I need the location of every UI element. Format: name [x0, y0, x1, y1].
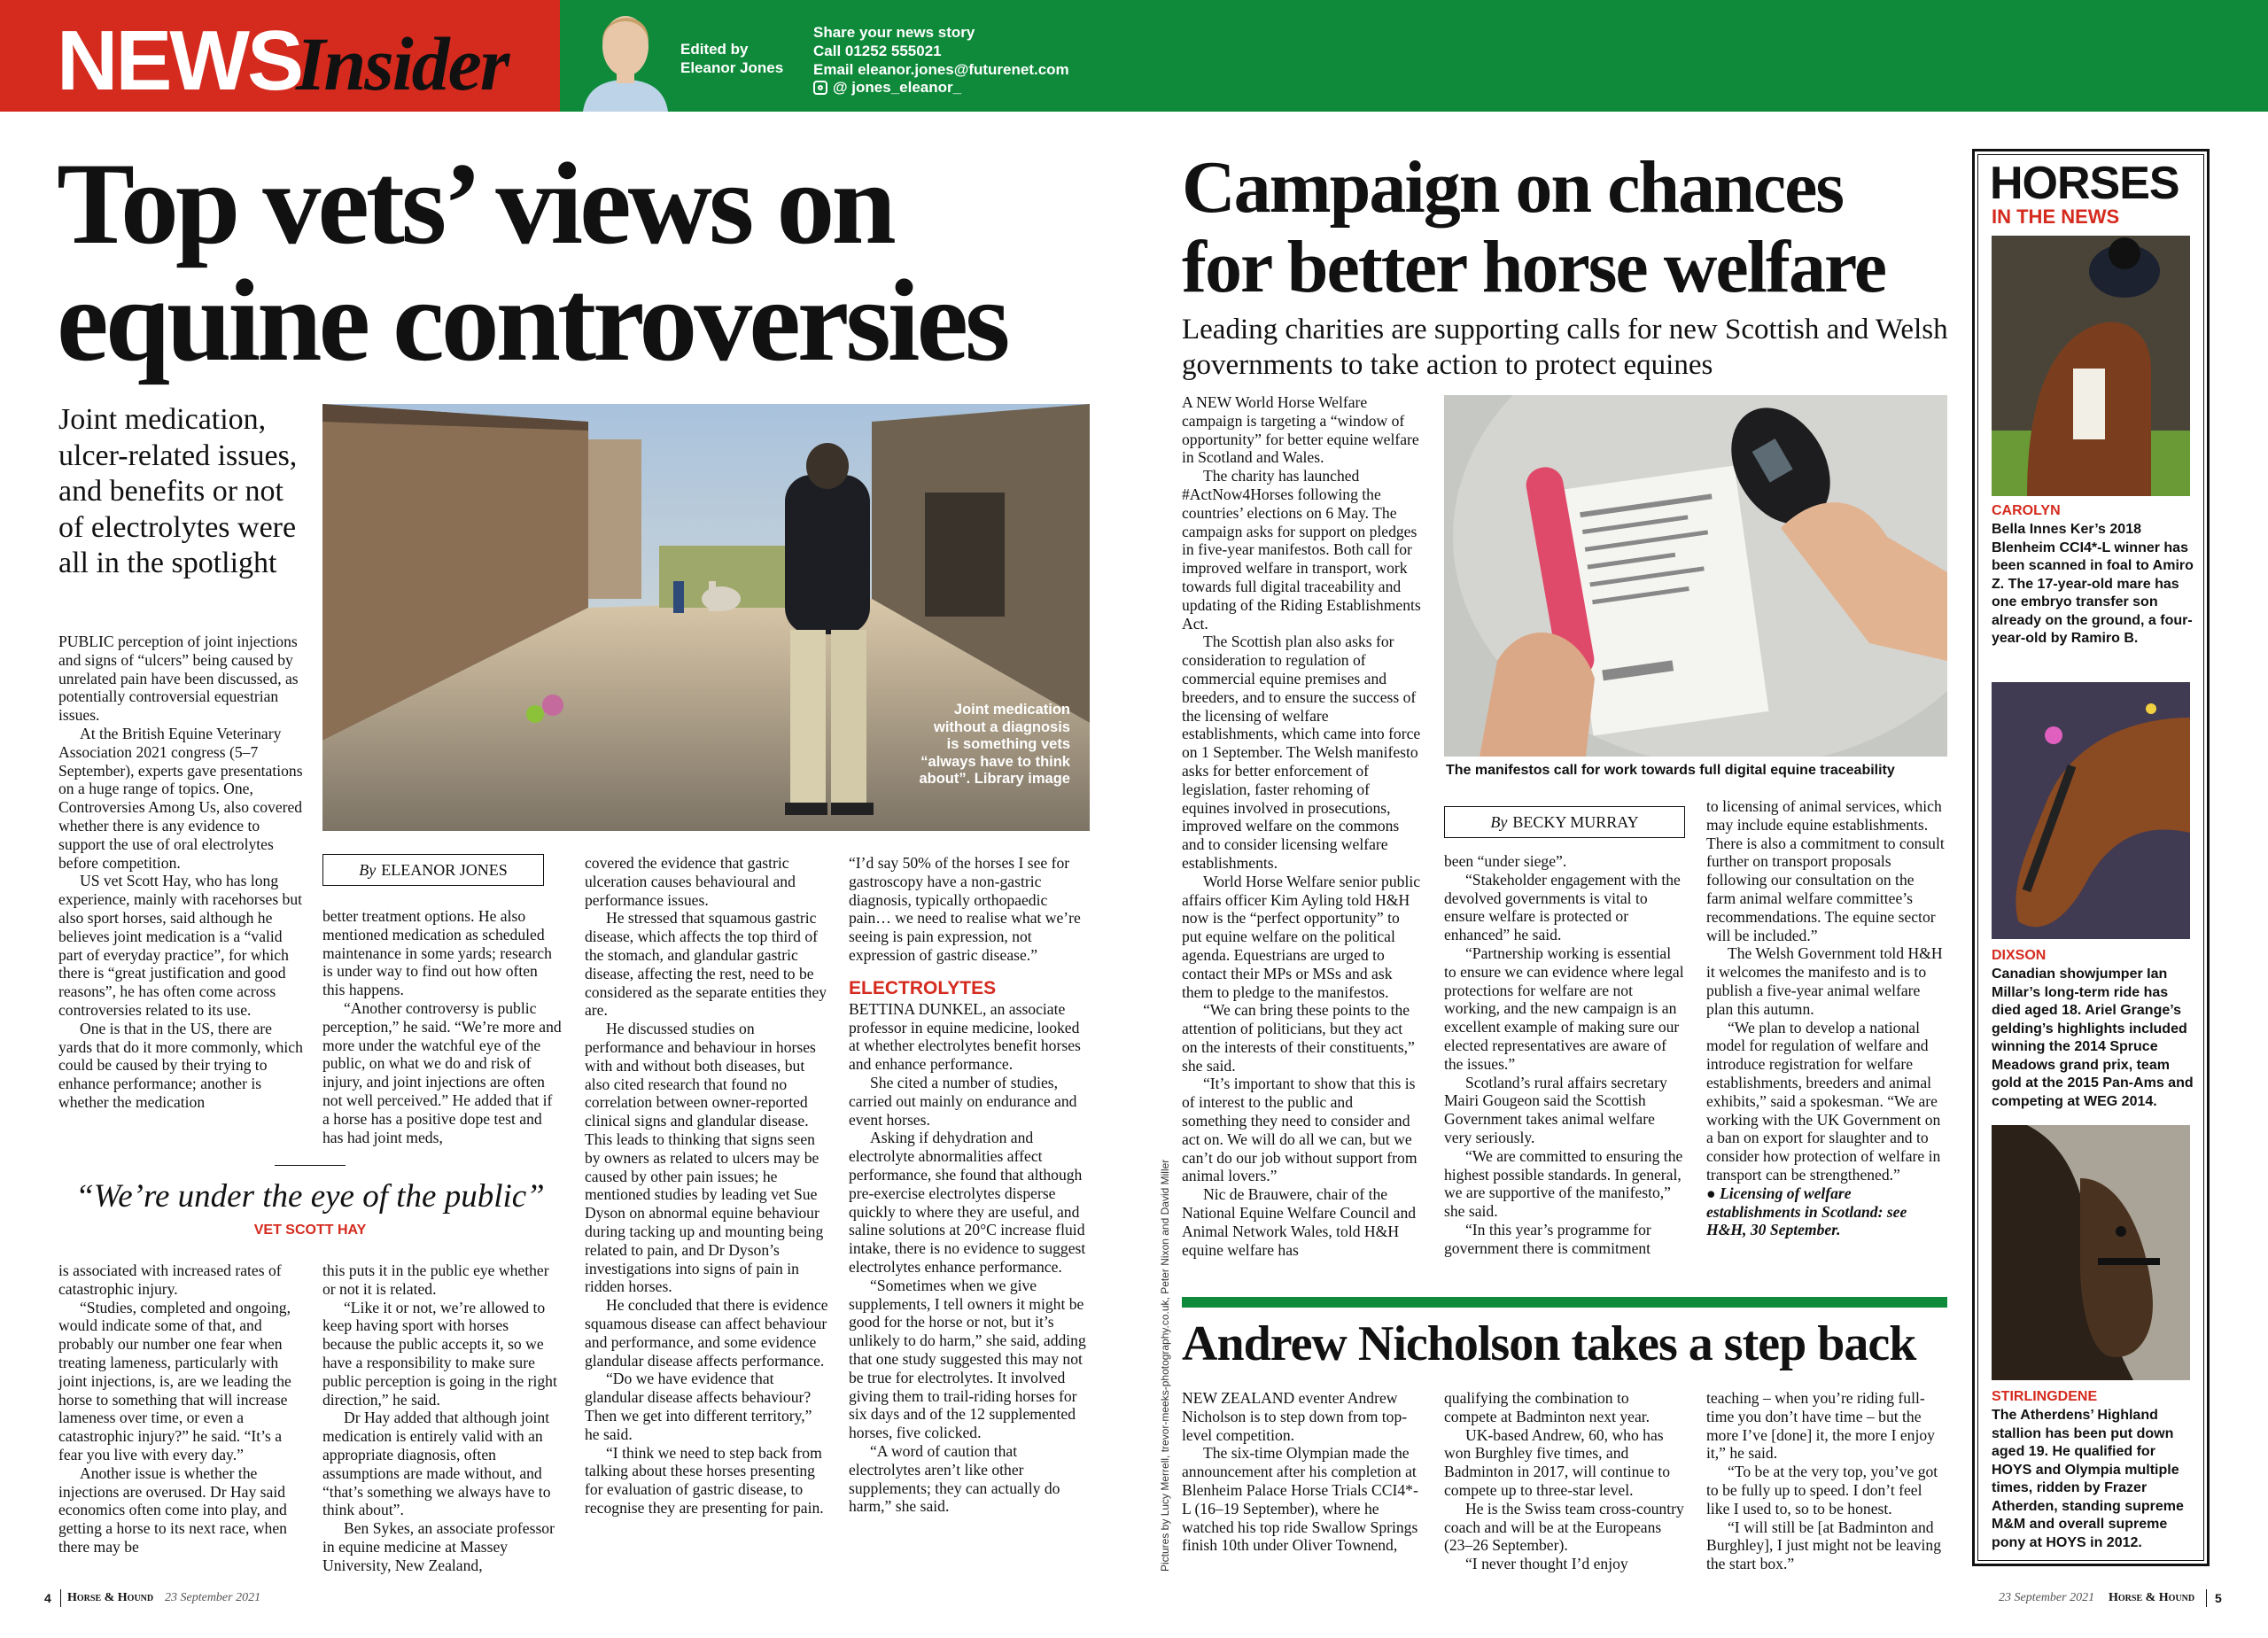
right-footer-date: 23 September 2021: [1999, 1591, 2095, 1604]
right-col2: [1444, 852, 1685, 1258]
paragraph: “In this year’s programme for government there is commitment: [1444, 1220, 1651, 1257]
paragraph: The Scottish plan also asks for consideration to regulation of commercial equine premises and breeders, and to ensure the success of the licensing of welfare establishments, which came into force on 1 September. The Welsh manifesto asks for better enforcement of legislation, faster rehoming of equines involved in prosecutions, improved welfare on the commons and to consider licensing welfare establishments.: [1182, 633, 1421, 872]
left-headline-2: equine controversies: [57, 255, 1007, 385]
paragraph: The charity has launched #ActNow4Horses following the countries’ elections on 6 May. The campaign asks for support on pledges in five-year manifestos. Both call for improved welfare in transport, work towards full digital traceability and updating of the Riding Establishments Act.: [1182, 467, 1421, 633]
paragraph: US vet Scott Hay, who has long experience, mainly with racehorses but also sport horses, said although he believes joint medication is a “valid part of everyday practice”, for which there is “great justification and good reasons”, he has often come across controversies related to its use.: [58, 872, 303, 1019]
pullquote-source: VET SCOTT HAY: [253, 1223, 367, 1238]
brand-insider: Insider: [296, 21, 509, 106]
share-story: Share your news story: [813, 24, 975, 41]
paragraph: “I will still be [at Badminton and Burghley], I just might not be leaving the start box.”: [1706, 1518, 1942, 1573]
byline-by: By: [1490, 812, 1508, 831]
paragraph: “Stakeholder engagement with the devolved governments is vital to ensure welfare is protected or enhanced” he said.: [1444, 870, 1681, 944]
paragraph: PUBLIC perception of joint injections and signs of “ulcers” being caused by unrelated pain have been discussed, as potentially controversial equestrian issues.: [58, 633, 299, 725]
paragraph: “I never thought I’d enjoy: [1465, 1555, 1628, 1573]
paragraph: UK-based Andrew, 60, who has won Burghley five times, and Badminton in 2017, will continue to compete up to three-star level.: [1444, 1425, 1671, 1499]
sidebar-item-carolyn-text: Bella Innes Ker’s 2018 Blenheim CCI4*-L winner has been scanned in foal to Amiro Z. The 17-year-old mare has one embryo transfer son already on the ground, a four-year-old by Ramiro B.: [1992, 522, 2194, 646]
paragraph: “We plan to develop a national model for regulation of welfare and introduce registration for welfare establishments, breeders and animal exhibits,” said a spokesman. “We are working with the UK Government on a ban on export for slaughter and to consider how protection of welfare in transport can be strengthened.”: [1706, 1018, 1941, 1184]
paragraph: “Sometimes when we give supplements, I tell owners it might be good for the horse or not, but it’s unlikely to do harm,” she said, adding that one study suggested this may not be true for electrolytes. It involved giving them to trail-riding horses for six days and of the 12 supplemented horses, five colicked.: [849, 1276, 1086, 1442]
paragraph: “I’d say 50% of the horses I see for gastroscopy have a non-gastric diagnosis, typically orthopaedic pain… we need to realise what we’re seeing is pain expression, not expression of gastric disease.”: [849, 854, 1081, 964]
right-footer-page: 5: [2215, 1591, 2222, 1605]
left-col4: [849, 854, 1090, 1516]
paragraph: BETTINA DUNKEL, an associate professor in equine medicine, looked at whether electrolytes benefit horses and enhance performance.: [849, 999, 1081, 1074]
paragraph: “Do we have evidence that glandular disease affects behaviour? Then we get into different territory,” he said.: [585, 1370, 812, 1443]
sidebar-item-dixson-name: DIXSON: [1992, 948, 2047, 963]
paragraph: He discussed studies on performance and behaviour in horses with and without both diseases, but also cited research that found no correlation between owner-reported clinical signs and glandular disease. This leads to thinking that signs seen by owners as related to ulcers may be caused by other pain issues; he mentioned studies by leading vet Sue Dyson on abnormal equine behaviour during tacking up and mounting being related to pain, and Dr Dyson’s investigations into signs of pain in ridden horses.: [585, 1020, 824, 1296]
byline-by: By: [359, 860, 377, 879]
right-headline-1: Campaign on chances: [1182, 146, 1844, 229]
paragraph: A NEW World Horse Welfare campaign is targeting a “window of opportunity” for better equine welfare in Scotland and Wales.: [1182, 393, 1419, 467]
right-col1: [1182, 393, 1421, 1259]
paragraph: Asking if dehydration and electrolyte abnormalities affect performance, she found that although pre-exercise electrolytes disperse quickly to where they are useful, and saline solutions at 20°C increase fluid intake, there is no evidence to suggest electrolytes enhance performance.: [849, 1129, 1086, 1276]
paragraph: “A word of caution that electrolytes aren’t like other supplements; they can actually do harm,” she said.: [849, 1441, 1060, 1516]
licensing-note-text: ● Licensing of welfare establishments in Scotland: see H&H, 30 September.: [1706, 1184, 1907, 1239]
left-standfirst: Joint medication, ulcer-related issues, and benefits or not of electrolytes were all in the spotlight: [58, 403, 298, 580]
right-byline: [1444, 806, 1685, 838]
paragraph: Another issue is whether the injections are overused. Dr Hay said economics often come into play, and getting a horse to its next race, when there may be: [58, 1463, 287, 1556]
paragraph: He concluded that there is evidence squamous disease can affect behaviour and performance, and some evidence glandular disease affects performance.: [585, 1296, 828, 1370]
paragraph: The Welsh Government told H&H it welcomes the manifesto and is to publish a five-year animal welfare plan this autumn.: [1706, 944, 1943, 1018]
sidebar-item-stirlingdene-text: The Atherdens’ Highland stallion has been put down aged 19. He qualified for HOYS and Olympia multiple times, ridden by Frazer Atherden, standing supreme M&M and overall supreme pony at HOYS in 2012.: [1992, 1408, 2184, 1550]
byline-name: ELEANOR JONES: [381, 860, 508, 879]
left-col1-bottom: [58, 1261, 305, 1556]
paragraph: She cited a number of studies, carried out mainly on endurance and event horses.: [849, 1073, 1077, 1129]
paragraph: “Partnership working is essential to ensure we can evidence where legal protections for welfare are not working, and the new campaign is an excellent example of making sure our elected representatives are aware of the issues.”: [1444, 943, 1684, 1073]
paragraph: Scotland’s rural affairs secretary Mairi Gougeon said the Scottish Government takes animal welfare very seriously.: [1444, 1073, 1667, 1146]
sidebar-title: HORSES: [1990, 158, 2179, 209]
paragraph: better treatment options. He also mentioned medication as scheduled maintenance in some yards; research is under way to find out how often this happens.: [322, 907, 552, 999]
paragraph: He stressed that squamous gastric disease, which affects the top third of the stomach, and glandular gastric disease, affecting the rest, need to be considered as the separate entities they are.: [585, 909, 827, 1020]
share-phone[interactable]: Call 01252 555021: [813, 43, 942, 59]
sidebar-photo-carolyn: [1992, 236, 2190, 496]
paragraph: “Like it or not, we’re allowed to keep having sport with horses because the public accepts it, so we have a responsibility to make sure public perception is going in the right direction,” he said.: [322, 1298, 557, 1409]
paragraph: been “under siege”.: [1444, 852, 1567, 870]
left-col1-top: [58, 633, 305, 1112]
left-footer-date: 23 September 2021: [165, 1591, 261, 1604]
story2-col1: [1182, 1389, 1421, 1555]
right-footer-mag: Horse & Hound: [2109, 1591, 2195, 1604]
left-col3: [585, 854, 829, 1518]
paragraph: “To be at the very top, you’ve got to be fully up to speed. I don’t feel like I used to, so to be honest.: [1706, 1463, 1938, 1518]
left-byline: [322, 854, 544, 886]
right-footer-rule: [2206, 1589, 2207, 1607]
sidebar-item-dixson-text: Canadian showjumper Ian Millar’s long-term ride has died aged 18. Ariel Grange’s gelding’s highlights included winning the 2014 Spruce Meadows grand prix, team gold at the 2015 Pan-Ams and competing at WEG 2014.: [1992, 966, 2194, 1109]
paragraph: to licensing of animal services, which may include equine establishments. There is also a commitment to consult further on transport proposals following our consultation on the farm animal welfare committee’s recommendations. The equine sector will be included.”: [1706, 797, 1945, 944]
sidebar-item-carolyn-name: CAROLYN: [1992, 503, 2061, 518]
licensing-note: [1706, 1184, 1947, 1239]
left-headline-1: Top vets’ views on: [57, 138, 893, 268]
right-col3: [1706, 797, 1947, 1239]
photo-credit: Pictures by Lucy Merrell, trevor-meeks-photography.co.uk, Peter Nixon and David Miller: [1159, 1159, 1171, 1572]
sidebar-photo-dixson: [1992, 682, 2190, 939]
right-headline-2: for better horse welfare: [1182, 226, 1886, 308]
story2-col3: [1706, 1389, 1947, 1573]
editor-portrait: [571, 0, 680, 112]
left-col2-bottom: [322, 1261, 562, 1575]
share-instagram[interactable]: @ jones_eleanor_: [833, 79, 962, 96]
paragraph: “We are committed to ensuring the highest possible standards. In general, we are supportive of the manifesto,” she said.: [1444, 1146, 1683, 1221]
paragraph: “We can bring these points to the attention of politicians, but they act on the interests of their constituents,” she said.: [1182, 1001, 1415, 1075]
paragraph: The six-time Olympian made the announcement after his completion at Blenheim Palace Horse Trials CCI4*-L (16–19 September), where he watched his top ride Swallow Springs finish 10th under Oliver Townend,: [1182, 1444, 1418, 1555]
story2-headline: Andrew Nicholson takes a step back: [1182, 1316, 1916, 1371]
sidebar-photo-stirlingdene: [1992, 1125, 2190, 1380]
paragraph: Dr Hay added that although joint medication is entirely valid with an appropriate diagnosis, often assumptions are made without, and “that’s something we always have to think about”.: [322, 1409, 551, 1519]
paragraph: NEW ZEALAND eventer Andrew Nicholson is to step down from top-level competition.: [1182, 1389, 1408, 1444]
paragraph: is associated with increased rates of catastrophic injury.: [58, 1261, 282, 1298]
paragraph: teaching – when you’re riding full-time you don’t have time – but the more I’ve [done] it, the more I enjoy it,” he said.: [1706, 1389, 1935, 1463]
left-footer-mag: Horse & Hound: [67, 1591, 154, 1604]
microchip-photo: [1444, 395, 1947, 757]
pullquote: “We’re under the eye of the public”: [75, 1178, 545, 1215]
paragraph: At the British Equine Veterinary Association 2021 congress (5–7 September), experts gave presentations on a huge range of topics. One, Controversies Among Us, also covered whether there is any evidence to support the use of oral electrolytes before competition.: [58, 724, 303, 872]
paragraph: this puts it in the public eye whether or not it is related.: [322, 1261, 549, 1298]
paragraph: Nic de Brauwere, chair of the National Equine Welfare Council and Animal Network Wales, told H&H equine welfare has: [1182, 1185, 1417, 1259]
subhead-electrolytes: ELECTROLYTES: [849, 977, 997, 998]
right-standfirst: Leading charities are supporting calls for new Scottish and Welsh governments to take action to protect equines: [1182, 314, 1948, 381]
edited-by-label: Edited by: [680, 41, 749, 58]
paragraph: “It’s important to show that this is of interest to the public and something they need to consider and act on. We will do all we can, but we can’t do our job without support from animal lovers.”: [1182, 1075, 1418, 1185]
share-email[interactable]: Email eleanor.jones@futurenet.com: [813, 61, 1069, 78]
paragraph: Ben Sykes, an associate professor in equine medicine at Massey University, New Zealand,: [322, 1519, 555, 1574]
paragraph: One is that in the US, there are yards that do it more commonly, which could be caused by their trying to enhance performance; another is whether the medication: [58, 1019, 303, 1111]
sidebar-item-stirlingdene-name: STIRLINGDENE: [1992, 1389, 2098, 1404]
story2-col2: [1444, 1389, 1685, 1573]
paragraph: He is the Swiss team cross-country coach and will be at the Europeans (23–26 September).: [1444, 1499, 1684, 1555]
story2-rule: [1182, 1297, 1947, 1308]
left-footer-page: 4: [44, 1591, 51, 1605]
sidebar-subtitle: IN THE NEWS: [1992, 206, 2120, 228]
instagram-icon: [813, 81, 827, 95]
pullquote-rule: [275, 1165, 346, 1166]
microchip-caption: The manifestos call for work towards full digital equine traceability: [1446, 763, 1895, 778]
yard-photo-caption: Joint medication without a diagnosis is something vets “always have to think about”. Library image: [919, 702, 1070, 787]
byline-name: BECKY MURRAY: [1512, 812, 1639, 831]
editor-name: Eleanor Jones: [680, 59, 784, 76]
paragraph: qualifying the combination to compete at Badminton next year.: [1444, 1389, 1651, 1425]
left-footer-rule: [60, 1589, 61, 1607]
left-col2-top: [322, 907, 562, 1146]
paragraph: “I think we need to step back from talking about these horses presenting for evaluation of gastric disease, to recognise they are presenting for pain.: [585, 1443, 824, 1517]
paragraph: “Another controversy is public perception,” he said. “We’re more and more under the watchful eye of the public, on what we do and risk of injury, and joint injections are often not well perceived.” He added that if a horse has a positive dope test and has had joint meds,: [322, 998, 562, 1146]
paragraph: World Horse Welfare senior public affairs officer Kim Ayling told H&H now is the “perfect opportunity” to put equine welfare on the political agenda. Equestrians are urged to contact their MPs or MSs and ask them to pledge to the manifestos.: [1182, 872, 1421, 1001]
paragraph: “Studies, completed and ongoing, would indicate some of that, and probably our number one fear when treating lameness, particularly with joint injections, is, are we leading the horse to something that will increase lameness over time, or even a catastrophic injury?” he said. “It’s a fear you live with every day.”: [58, 1298, 291, 1463]
paragraph: covered the evidence that gastric ulceration causes behavioural and performance issues.: [585, 854, 796, 909]
brand-news: NEWS: [57, 13, 301, 108]
